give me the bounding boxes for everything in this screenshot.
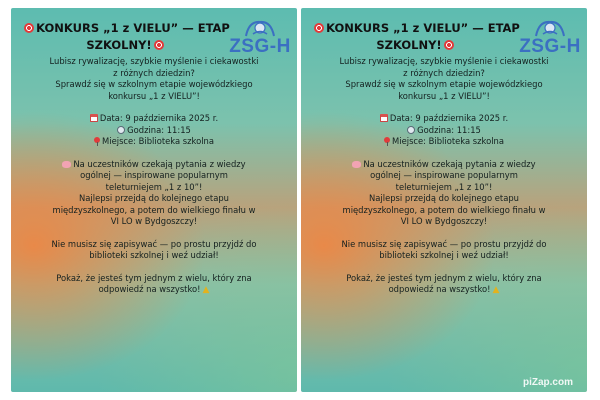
intro-paragraph	[311, 56, 577, 102]
quiz-paragraph	[311, 159, 577, 228]
text-line: Na uczestników czekają pytania z wiedzy	[311, 159, 577, 171]
text-line: ogólnej — inspirowane popularnym	[80, 170, 228, 180]
pizap-watermark: piZap.com	[522, 377, 573, 388]
target-icon	[154, 40, 164, 50]
event-place: Miejsce: Biblioteka szkolna	[311, 136, 577, 148]
text-line: konkursu „1 z VIELU”!	[108, 90, 200, 101]
text-line: Sprawdź się w szkolnym etapie wojewódzkiego	[55, 79, 253, 89]
text-line: Lubisz rywalizację, szybkie myślenie i ciekawostki	[49, 56, 259, 66]
event-date: Data: 9 października 2025 r.	[21, 113, 287, 125]
muscle-icon: ▲	[202, 285, 210, 295]
title-line-1: KONKURS „1 z VIELU” — ETAP	[326, 21, 520, 35]
event-time: Godzina: 11:15	[21, 125, 287, 137]
text-line: ogólnej — inspirowane popularnym	[370, 170, 518, 180]
event-details	[21, 113, 287, 148]
text-line: teleturniejem „1 z 10”!	[395, 181, 493, 192]
calendar-icon	[380, 114, 388, 122]
poster-header	[21, 14, 291, 57]
poster-left	[11, 8, 297, 392]
text-line: VI LO w Bydgoszczy!	[110, 216, 198, 226]
text-line: z różnych dziedzin?	[403, 67, 485, 78]
text-line: odpowiedź na wszystko! ▲	[98, 284, 210, 295]
brain-icon	[352, 161, 361, 168]
closing-paragraph	[311, 273, 577, 297]
pin-icon	[94, 137, 100, 145]
target-icon	[314, 23, 324, 33]
text-line: Nie musisz się zapisywać — po prostu przyjdź do	[51, 238, 257, 249]
event-date: Data: 9 października 2025 r.	[311, 113, 577, 125]
text-line: Nie musisz się zapisywać — po prostu przyjdź do	[341, 238, 547, 249]
text-line: biblioteki szkolnej i weź udział!	[89, 250, 219, 260]
event-details	[311, 113, 577, 148]
poster-right	[301, 8, 587, 392]
text-line: Najlepsi przejdą do kolejnego etapu	[79, 193, 229, 203]
event-time: Godzina: 11:15	[311, 125, 577, 137]
logo-emblem-icon	[243, 18, 277, 38]
text-line: Lubisz rywalizację, szybkie myślenie i ciekawostki	[339, 56, 549, 66]
logo-text: ZSG-H	[519, 36, 581, 57]
muscle-icon: ▲	[492, 285, 500, 295]
signup-paragraph	[21, 239, 287, 262]
text-line: Na uczestników czekają pytania z wiedzy	[21, 159, 287, 171]
target-icon	[24, 23, 34, 33]
clock-icon	[117, 126, 125, 134]
poster-title	[311, 20, 521, 54]
poster-title	[21, 20, 231, 54]
text-line: Pokaż, że jesteś tym jednym z wielu, który zna	[346, 272, 542, 283]
text-line: międzyszkolnego, a potem do wielkiego finału w	[52, 204, 256, 215]
school-logo	[229, 12, 291, 62]
title-line-2: SZKOLNY!	[86, 38, 152, 52]
logo-text: ZSG-H	[229, 36, 291, 57]
text-line: teleturniejem „1 z 10”!	[105, 181, 203, 192]
text-line: Sprawdź się w szkolnym etapie wojewódzkiego	[345, 79, 543, 89]
text-line: odpowiedź na wszystko! ▲	[388, 284, 500, 295]
school-logo	[519, 12, 581, 62]
poster-header	[311, 14, 581, 57]
text-line: międzyszkolnego, a potem do wielkiego finału w	[342, 204, 546, 215]
text-line: Pokaż, że jesteś tym jednym z wielu, który zna	[56, 272, 252, 283]
text-line: biblioteki szkolnej i weź udział!	[379, 250, 509, 260]
intro-paragraph	[21, 56, 287, 102]
text-line: Najlepsi przejdą do kolejnego etapu	[369, 193, 519, 203]
signup-paragraph	[311, 239, 577, 262]
closing-paragraph	[21, 273, 287, 297]
target-icon	[444, 40, 454, 50]
text-line: konkursu „1 z VIELU”!	[398, 90, 490, 101]
text-line: VI LO w Bydgoszczy!	[400, 216, 488, 226]
clock-icon	[407, 126, 415, 134]
pin-icon	[384, 137, 390, 145]
text-line: z różnych dziedzin?	[113, 67, 195, 78]
title-line-1: KONKURS „1 z VIELU” — ETAP	[36, 21, 230, 35]
logo-emblem-icon	[533, 18, 567, 38]
quiz-paragraph	[21, 159, 287, 228]
title-line-2: SZKOLNY!	[376, 38, 442, 52]
brain-icon	[62, 161, 71, 168]
calendar-icon	[90, 114, 98, 122]
event-place: Miejsce: Biblioteka szkolna	[21, 136, 287, 148]
